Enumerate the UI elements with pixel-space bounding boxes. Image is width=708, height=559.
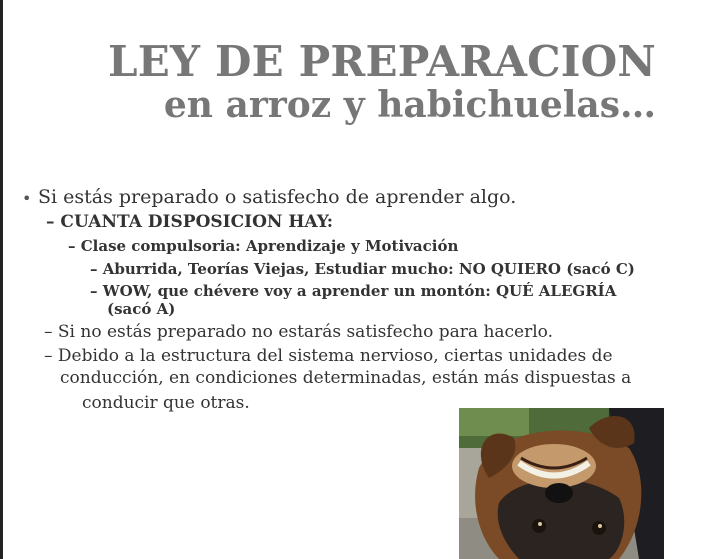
- bullet-dot-icon: •: [22, 189, 32, 208]
- dog-photo: [459, 408, 664, 559]
- sub-bullet-debido-end: conducir que otras.: [82, 393, 250, 413]
- dog-photo-icon: [459, 408, 664, 559]
- sub-bullet-aburrida: – Aburrida, Teorías Viejas, Estudiar mucho: NO QUIERO (sacó C): [90, 260, 635, 278]
- sub-bullet-wow: – WOW, que chévere voy a aprender un montón: QUÉ ALEGRÍA: [90, 282, 617, 300]
- sub-bullet-disposicion: – CUANTA DISPOSICION HAY:: [46, 212, 334, 232]
- left-border-rule: [0, 0, 3, 559]
- bullet-main: Si estás preparado o satisfecho de aprender algo.: [38, 186, 517, 208]
- sub-bullet-wow-continued: (sacó A): [107, 300, 176, 318]
- slide-title-line-1: LEY DE PREPARACION: [108, 37, 656, 86]
- slide-title: [108, 38, 656, 125]
- slide-title-line-2: en arroz y habichuelas…: [163, 84, 656, 127]
- sub-bullet-debido: – Debido a la estructura del sistema nervioso, ciertas unidades de: [44, 346, 613, 366]
- sub-bullet-clase: – Clase compulsoria: Aprendizaje y Motivación: [68, 237, 459, 255]
- sub-bullet-debido-continued: conducción, en condiciones determinadas, están más dispuestas a: [60, 368, 632, 388]
- sub-bullet-no-preparado: – Si no estás preparado no estarás satisfecho para hacerlo.: [44, 322, 554, 342]
